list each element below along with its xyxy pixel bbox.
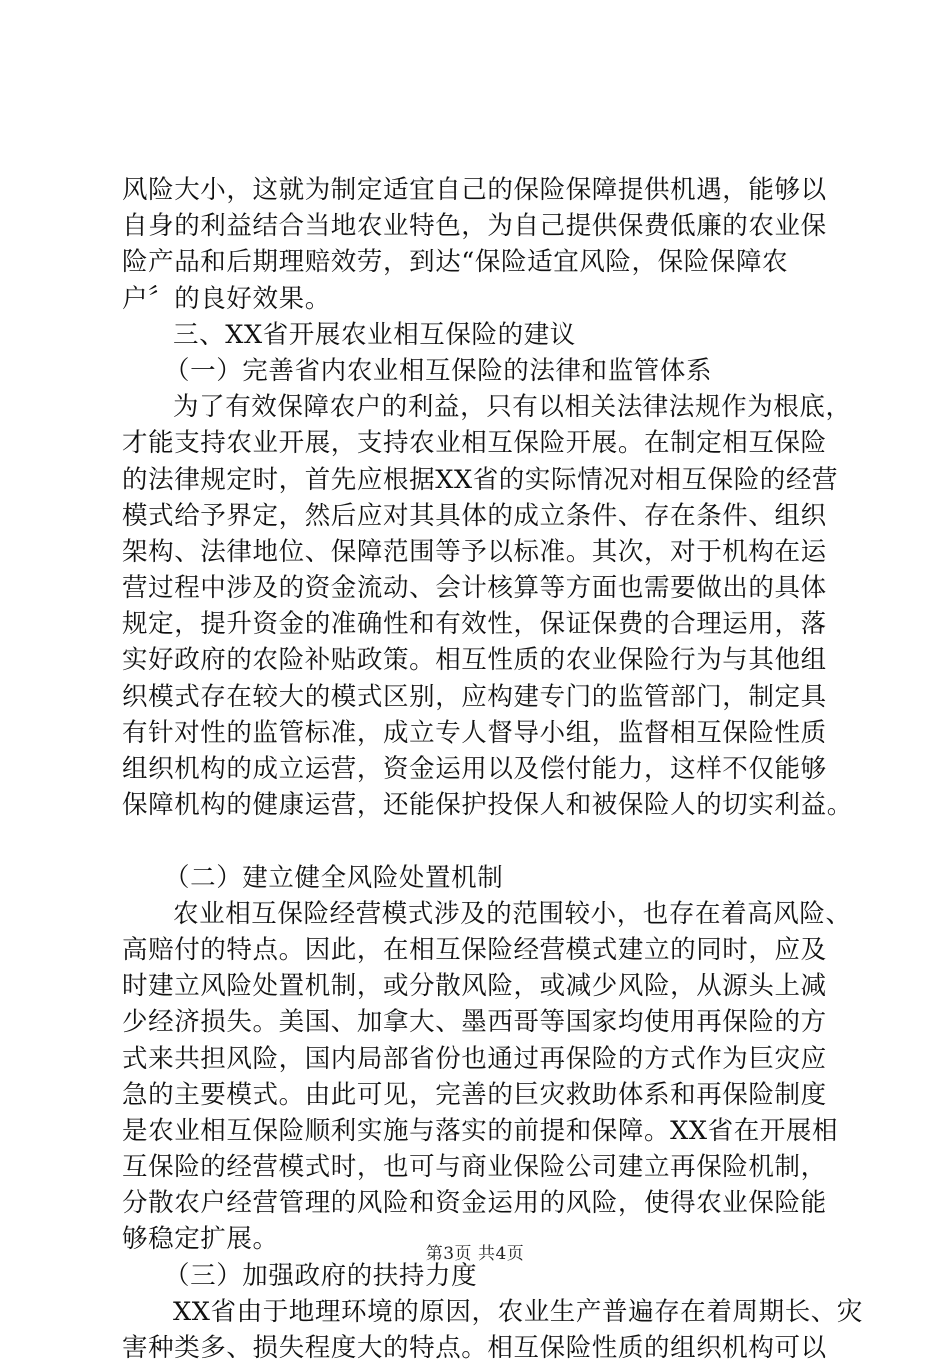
section-heading-line: （二）建立健全风险处置机制 [164, 862, 504, 893]
text-line: XX省由于地理环境的原因，农业生产普遍存在着周期长、灾 [173, 1296, 864, 1327]
text-line: 实好政府的农险补贴政策。相互性质的农业保险行为与其他组 [122, 645, 827, 676]
section-heading-line: （三）加强政府的扶持力度 [164, 1260, 478, 1291]
text-line: 有针对性的监管标准，成立专人督导小组，监督相互保险性质 [122, 717, 827, 748]
document-body [122, 172, 864, 1366]
text-line: 户〞的良好效果。 [122, 283, 331, 314]
text-line: 规定，提升资金的准确性和有效性，保证保费的合理运用，落 [122, 609, 827, 640]
text-line: 三、XX省开展农业相互保险的建议 [173, 319, 576, 350]
text-line: 风险大小，这就为制定适宜自己的保险保障提供机遇，能够以 [122, 175, 827, 205]
page-footer: 第3页 共4页 [425, 1244, 525, 1264]
text-line: 为了有效保障农户的利益，只有以相关法律法规作为根底， [173, 392, 852, 423]
text-line: 模式给予界定，然后应对其具体的成立条件、存在条件、组织 [122, 500, 827, 531]
text-line: 是农业相互保险顺利实施与落实的前提和保障。XX省在开展相 [122, 1115, 839, 1146]
text-line: 急的主要模式。由此可见，完善的巨灾救助体系和再保险制度 [122, 1079, 827, 1110]
text-line: 织模式存在较大的模式区别，应构建专门的监管部门，制定具 [122, 681, 827, 712]
text-line: 互保险的经营模式时，也可与商业保险公司建立再保险机制， [122, 1152, 827, 1183]
section-heading-line: （一）完善省内农业相互保险的法律和监管体系 [164, 355, 713, 386]
text-line: 保障机构的健康运营，还能保护投保人和被保险人的切实利益。 [122, 790, 853, 821]
text-line: 组织机构的成立运营，资金运用以及偿付能力，这样不仅能够 [122, 754, 827, 784]
text-line: 农业相互保险经营模式涉及的范围较小，也存在着高风险、 [173, 898, 852, 929]
text-line: 式来共担风险，国内局部省份也通过再保险的方式作为巨灾应 [122, 1043, 827, 1074]
text-line: 够稳定扩展。 [122, 1224, 279, 1255]
text-line: 害种类多、损失程度大的特点。相互保险性质的组织机构可以 [122, 1333, 827, 1363]
text-line: 险产品和后期理赔效劳，到达“保险适宜风险，保险保障农 [122, 247, 789, 278]
text-line: 才能支持农业开展，支持农业相互保险开展。在制定相互保险 [122, 428, 827, 459]
text-line: 自身的利益结合当地农业特色，为自己提供保费低廉的农业保 [122, 211, 827, 242]
text-line: 分散农户经营管理的风险和资金运用的风险，使得农业保险能 [122, 1188, 827, 1219]
text-line: 的法律规定时，首先应根据XX省的实际情况对相互保险的经营 [122, 464, 839, 495]
blank-line [122, 823, 832, 859]
text-line: 架构、法律地位、保障范围等予以标准。其次，对于机构在运 [122, 536, 827, 567]
text-line: 营过程中涉及的资金流动、会计核算等方面也需要做出的具体 [122, 573, 827, 604]
text-line: 少经济损失。美国、加拿大、墨西哥等国家均使用再保险的方 [122, 1007, 827, 1038]
text-line: 时建立风险处置机制，或分散风险，或减少风险，从源头上减 [122, 971, 827, 1002]
text-line: 高赔付的特点。因此，在相互保险经营模式建立的同时，应及 [122, 934, 827, 965]
